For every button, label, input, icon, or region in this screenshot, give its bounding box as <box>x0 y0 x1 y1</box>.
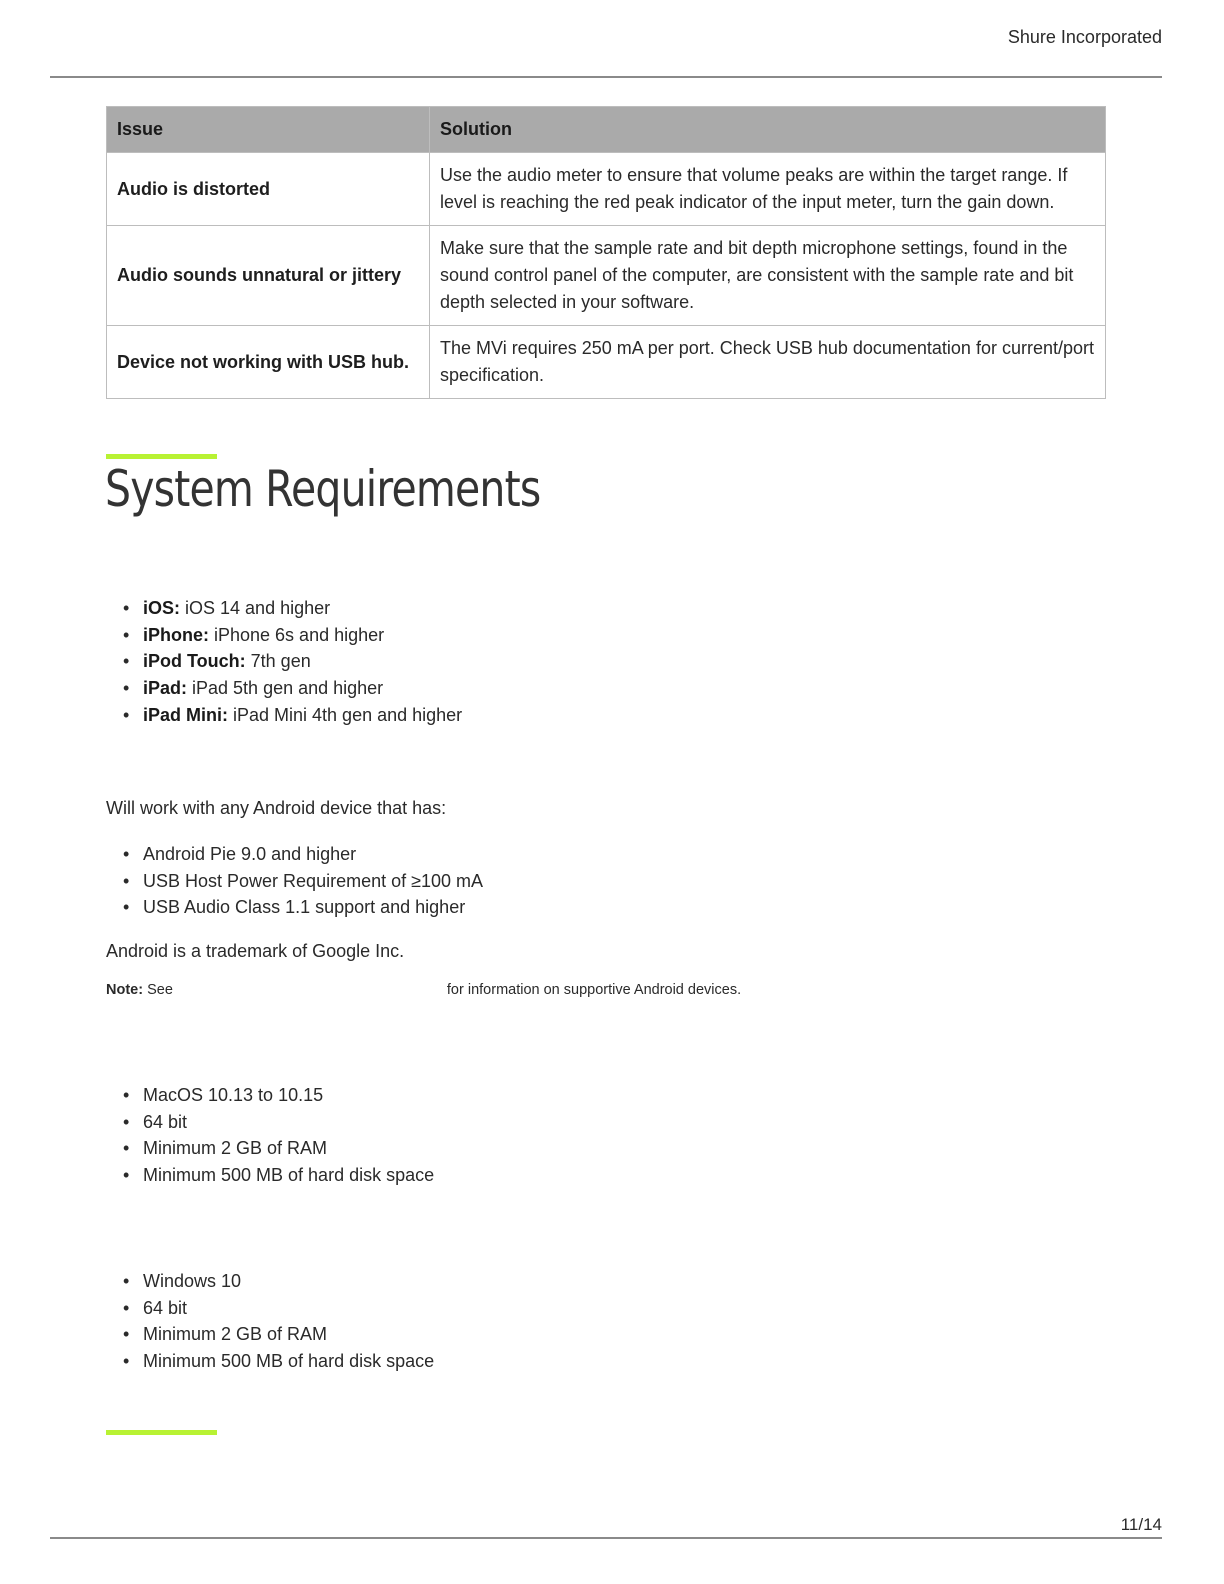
android-intro: Will work with any Android device that has: <box>106 798 447 818</box>
table-row <box>107 153 1106 226</box>
list-item: • Android Pie 9.0 and higher <box>143 841 483 868</box>
ios-requirements-list <box>106 595 462 729</box>
list-item: • Minimum 2 GB of RAM <box>143 1321 434 1348</box>
android-trademark: Android is a trademark of Google Inc. <box>106 941 405 961</box>
list-item <box>143 595 462 622</box>
list-item: • Minimum 500 MB of hard disk space <box>143 1348 434 1375</box>
list-item-label: iPhone: <box>143 624 209 645</box>
list-item <box>143 622 462 649</box>
android-requirements-list <box>106 841 483 921</box>
header-divider <box>50 76 1162 78</box>
list-item <box>143 702 462 729</box>
list-item: • USB Host Power Requirement of ≥100 mA <box>143 868 483 895</box>
list-item-text: 7th gen <box>245 651 311 672</box>
list-item <box>143 675 462 702</box>
section-title: System Requirements <box>105 460 541 518</box>
list-item-label: iPod Touch: <box>143 651 246 672</box>
column-header-solution: Solution <box>430 107 1106 153</box>
list-item: • Minimum 2 GB of RAM <box>143 1135 434 1162</box>
table-row <box>107 326 1106 399</box>
list-item-text: iPad 5th gen and higher <box>187 678 384 699</box>
solution-cell: Use the audio meter to ensure that volume peaks are within the target range. If level is reaching the red peak indicator of the input meter, turn the gain down. <box>430 153 1106 226</box>
column-header-issue: Issue <box>107 107 430 153</box>
table-row <box>107 226 1106 326</box>
solution-cell: The MVi requires 250 mA per port. Check USB hub documentation for current/port specification. <box>430 326 1106 399</box>
note-label: Note: <box>106 982 144 998</box>
list-item-text: iPad Mini 4th gen and higher <box>228 704 463 725</box>
list-item-label: iPad Mini: <box>143 704 228 725</box>
footer-divider <box>50 1537 1162 1539</box>
table-header-row <box>107 107 1106 153</box>
issue-cell: Audio sounds unnatural or jittery <box>107 226 430 326</box>
list-item-label: iOS: <box>143 598 181 618</box>
troubleshooting-table <box>106 106 1106 399</box>
mac-requirements-list <box>106 1082 434 1189</box>
list-item: • Windows 10 <box>143 1268 434 1295</box>
section-accent-bar <box>106 1430 217 1435</box>
note-text-pre: See <box>143 982 173 998</box>
windows-requirements-list <box>106 1268 434 1375</box>
list-item: • Minimum 500 MB of hard disk space <box>143 1162 434 1189</box>
issue-cell: Device not working with USB hub. <box>107 326 430 399</box>
list-item: • 64 bit <box>143 1109 434 1136</box>
list-item-text: iOS 14 and higher <box>180 598 331 618</box>
list-item: • MacOS 10.13 to 10.15 <box>143 1082 434 1109</box>
section-accent-bar <box>106 454 217 459</box>
list-item: • 64 bit <box>143 1295 434 1322</box>
solution-cell: Make sure that the sample rate and bit depth microphone settings, found in the sound control panel of the computer, are consistent with the sample rate and bit depth selected in your software. <box>430 226 1106 326</box>
issue-cell: Audio is distorted <box>107 153 430 226</box>
page-number: 11/14 <box>1120 1515 1162 1534</box>
list-item <box>143 648 462 675</box>
android-note <box>106 982 741 998</box>
header-company-name: Shure Incorporated <box>1007 27 1162 47</box>
list-item-label: iPad: <box>143 678 188 699</box>
note-text-post: for information on supportive Android devices. <box>446 982 742 998</box>
list-item: • USB Audio Class 1.1 support and higher <box>143 894 483 921</box>
list-item-text: iPhone 6s and higher <box>209 624 385 645</box>
